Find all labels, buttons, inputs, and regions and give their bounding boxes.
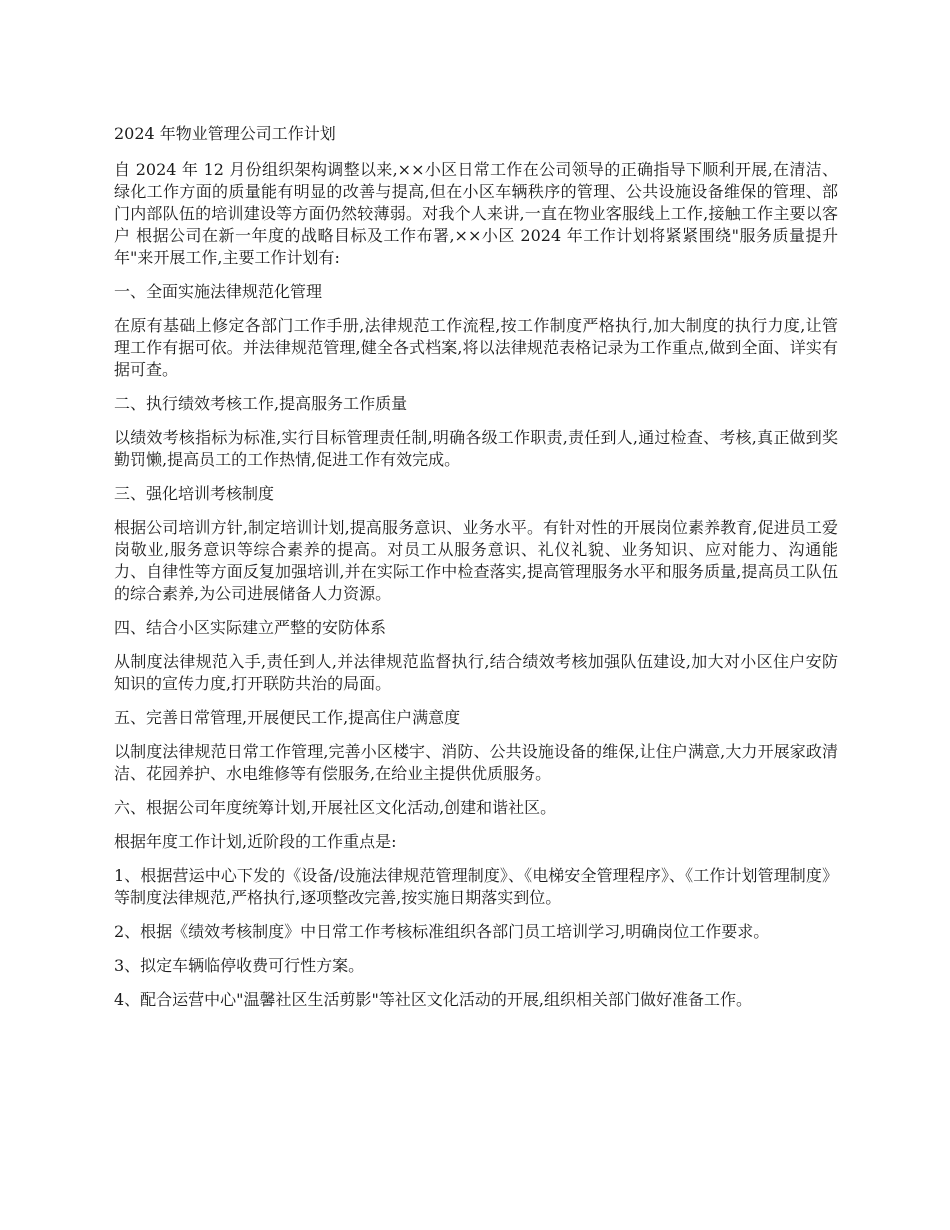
section-heading-2: 二、执行绩效考核工作,提高服务工作质量 xyxy=(114,394,408,413)
focus-item-2: 2、根据《绩效考核制度》中日常工作考核标准组织各部门员工培训学习,明确岗位工作要求。 xyxy=(114,922,770,941)
section-heading-6: 六、根据公司年度统筹计划,开展社区文化活动,创建和谐社区。 xyxy=(114,798,557,817)
section-body-3: 根据公司培训方针,制定培训计划,提高服务意识、业务水平。有针对性的开展岗位素养教育,促进员工爱岗敬业,服务意识等综合素养的提高。对员工从服务意识、礼仪礼貌、业务知识、应对能力、沟通能力、自律性等方面反复加强培训,并在实际工作中检查落实,提高管理服务水平和服务质量,提高员工队伍的综合素养,为公司进展储备人力资源。 xyxy=(114,518,838,603)
section-body-4: 从制度法律规范入手,责任到人,并法律规范监督执行,结合绩效考核加强队伍建设,加大对小区住户安防知识的宣传力度,打开联防共治的局面。 xyxy=(114,652,838,693)
focus-item-3: 3、拟定车辆临停收费可行性方案。 xyxy=(114,956,365,975)
section-body-1: 在原有基础上修定各部门工作手册,法律规范工作流程,按工作制度严格执行,加大制度的执行力度,让管理工作有据可依。并法律规范管理,健全各式档案,将以法律规范表格记录为工作重点,做到全面、详实有据可查。 xyxy=(114,316,838,379)
focus-intro: 根据年度工作计划,近阶段的工作重点是: xyxy=(114,832,397,851)
document-title: 2024 年物业管理公司工作计划 xyxy=(114,124,336,143)
section-heading-3: 三、强化培训考核制度 xyxy=(114,484,275,503)
focus-item-4: 4、配合运营中心"温馨社区生活剪影"等社区文化活动的开展,组织相关部门做好准备工作。 xyxy=(114,990,752,1009)
section-body-2: 以绩效考核指标为标准,实行目标管理责任制,明确各级工作职责,责任到人,通过检查、考核,真正做到奖勤罚懒,提高员工的工作热情,促进工作有效完成。 xyxy=(114,428,838,469)
section-body-5: 以制度法律规范日常工作管理,完善小区楼宇、消防、公共设施设备的维保,让住户满意,大力开展家政清洁、花园养护、水电维修等有偿服务,在给业主提供优质服务。 xyxy=(114,742,838,783)
intro-paragraph: 自 2024 年 12 月份组织架构调整以来,××小区日常工作在公司领导的正确指导下顺利开展,在清洁、绿化工作方面的质量能有明显的改善与提高,但在小区车辆秩序的管理、公共设施设备维保的管理、部门内部队伍的培训建设等方面仍然较薄弱。对我个人来讲,一直在物业客服线上工作,接触工作主要以客户 根据公司在新一年度的战略目标及工作布署,××小区 2024 年工作计划将紧紧围绕"服务质量提升年"来开展工作,主要工作计划有: xyxy=(114,160,838,267)
section-heading-1: 一、全面实施法律规范化管理 xyxy=(114,282,323,301)
section-heading-5: 五、完善日常管理,开展便民工作,提高住户满意度 xyxy=(114,708,461,727)
document-page xyxy=(114,123,838,1023)
section-heading-4: 四、结合小区实际建立严整的安防体系 xyxy=(114,618,387,637)
focus-item-1: 1、根据营运中心下发的《设备/设施法律规范管理制度》、《电梯安全管理程序》、《工作计划管理制度》等制度法律规范,严格执行,逐项整改完善,按实施日期落实到位。 xyxy=(114,866,838,907)
